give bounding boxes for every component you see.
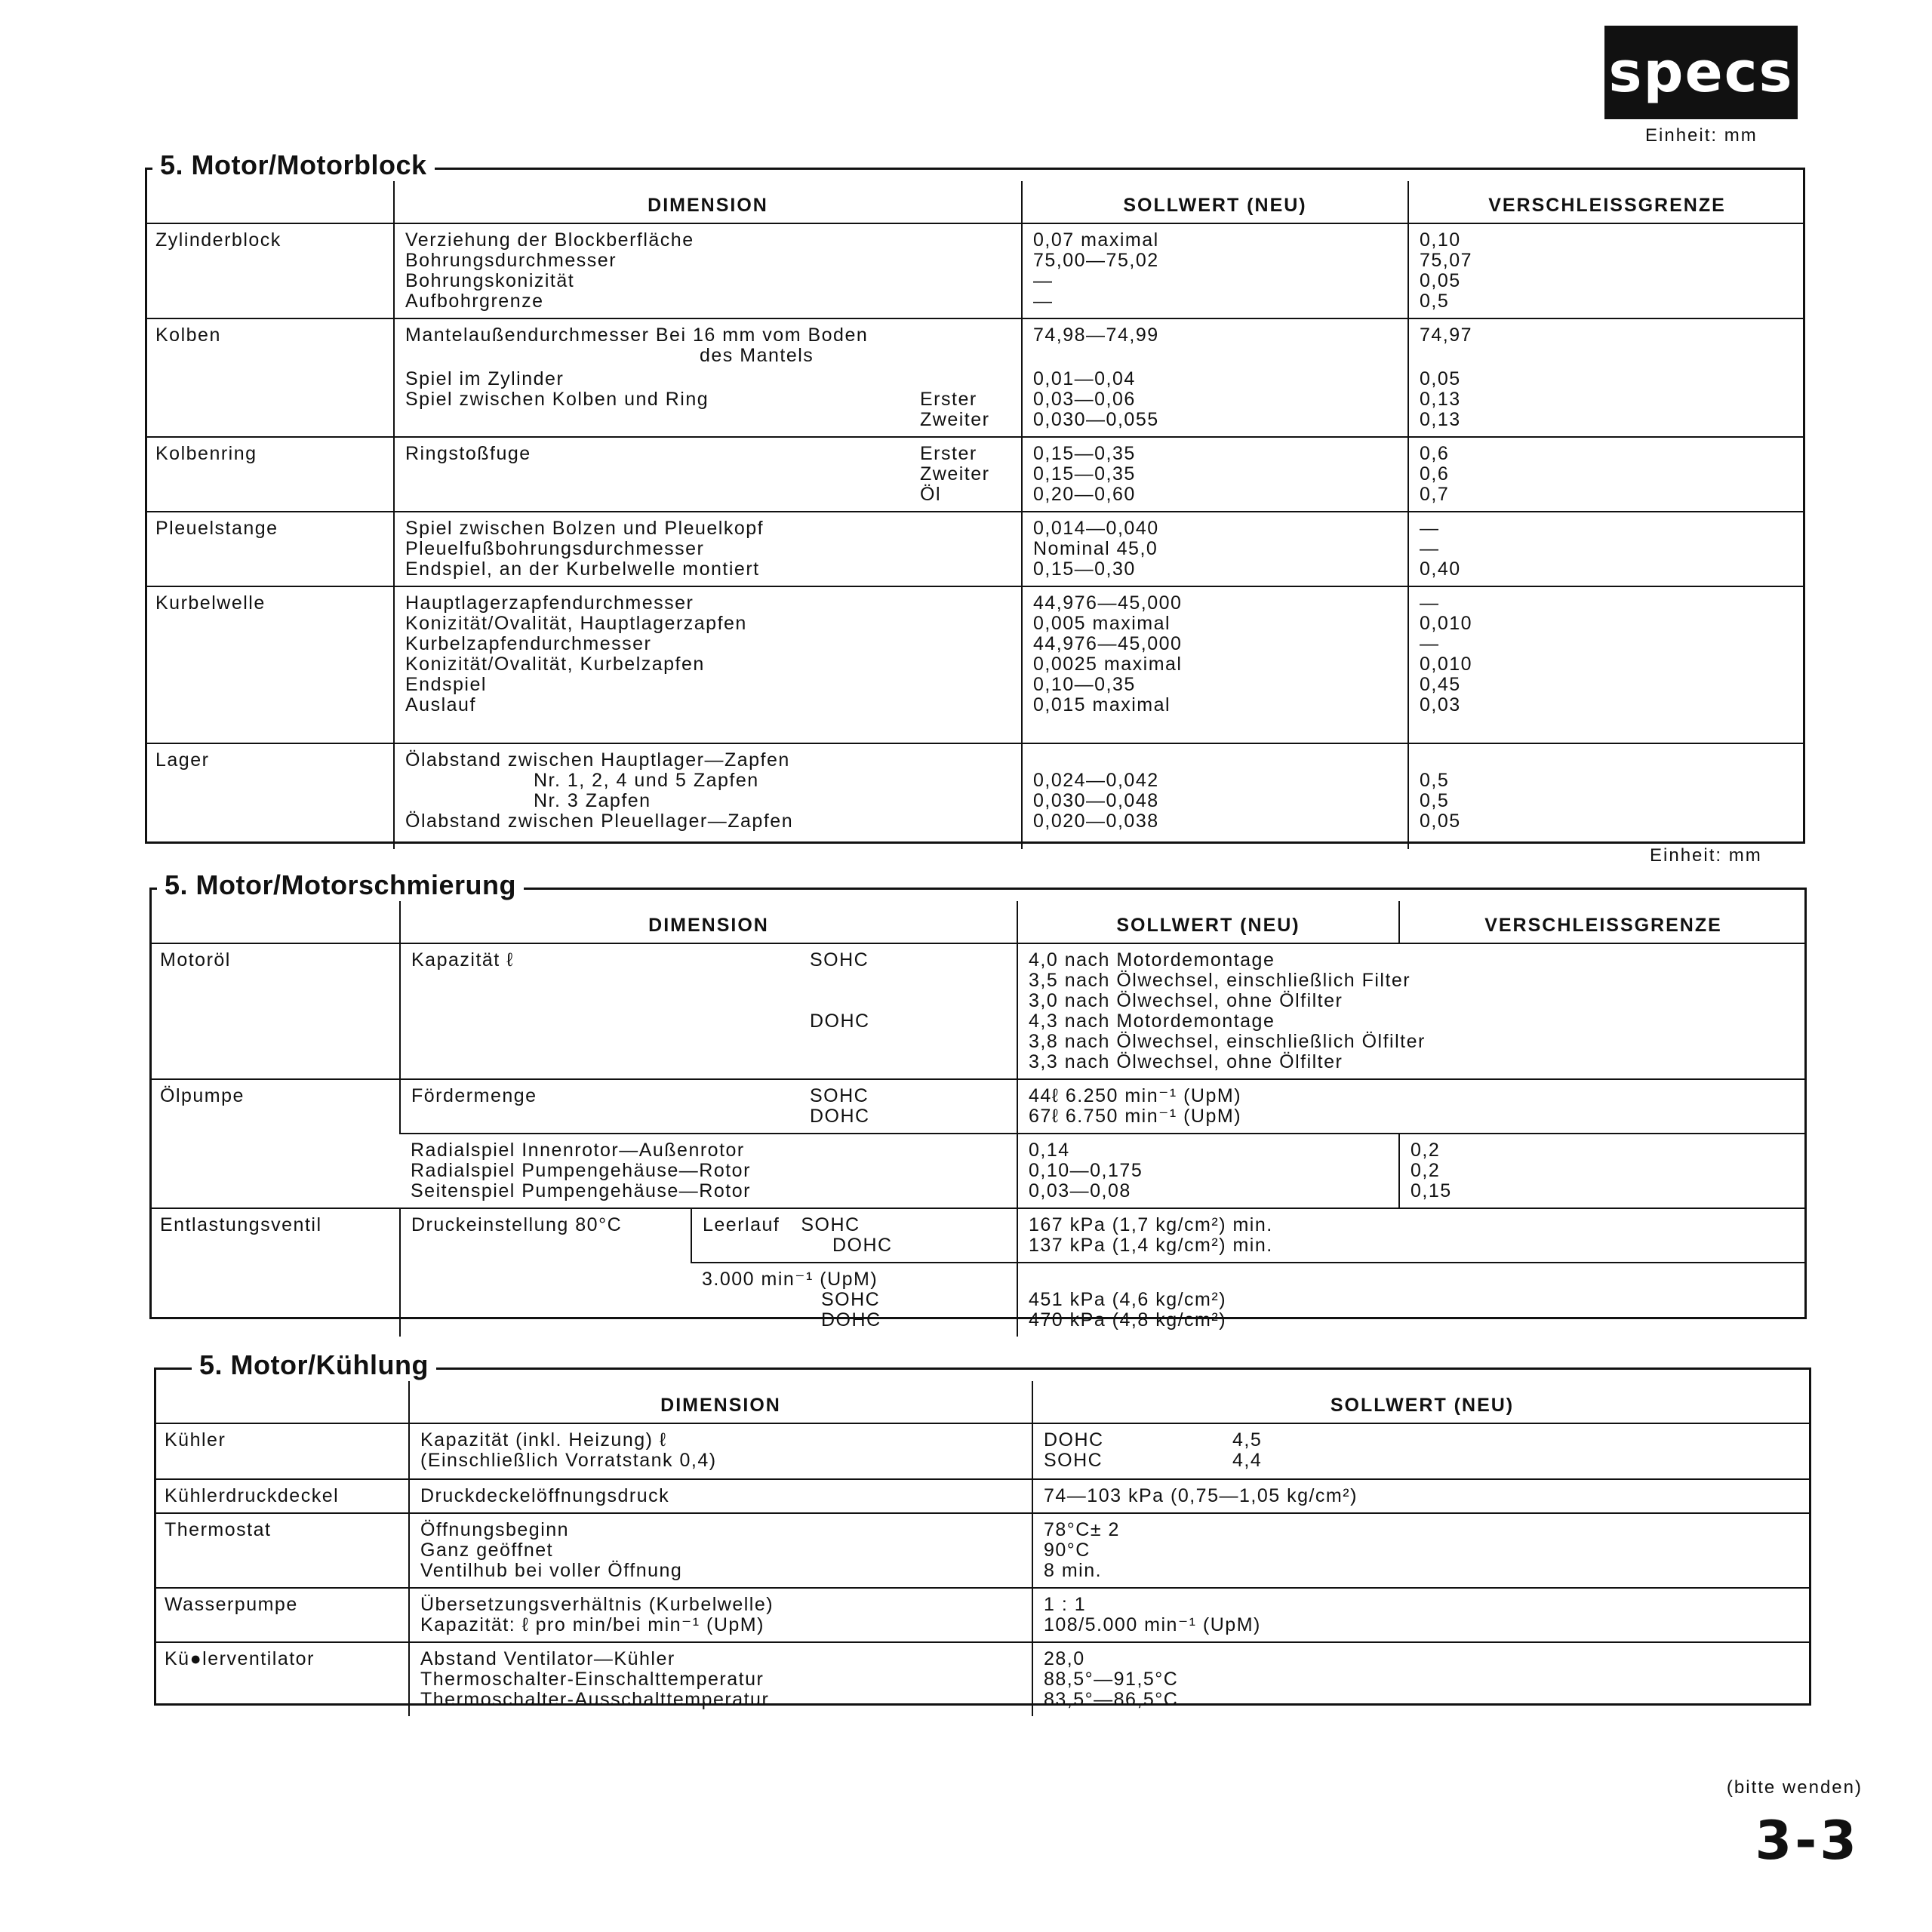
sollwert-cell: 74—103 kPa (0,75—1,05 kg/cm²): [1032, 1479, 1811, 1513]
unit-label-2: Einheit: mm: [1650, 845, 1762, 866]
part-label: Pleuelstange: [145, 512, 394, 586]
section-title: 5. Motor/Motorschmierung: [157, 869, 524, 901]
sollwert-cell: 0,024—0,042 0,030—0,048 0,020—0,038: [1022, 743, 1408, 849]
dimension-cell: Druckeinstellung 80°C: [400, 1208, 691, 1337]
dimension-cell: Druckdeckelöffnungsdruck: [409, 1479, 1032, 1513]
limit-cell: 0,10 75,07 0,05 0,5: [1408, 223, 1805, 318]
part-label: Ölpumpe: [149, 1079, 400, 1208]
part-label: Wasserpumpe: [154, 1588, 409, 1642]
part-label: Kühler: [154, 1423, 409, 1479]
dimension-cell: Öffnungsbeginn Ganz geöffnet Ventilhub bei voller Öffnung: [409, 1513, 1032, 1588]
sollwert-cell: 451 kPa (4,6 kg/cm²) 470 kPa (4,8 kg/cm²): [1017, 1263, 1807, 1337]
sollwert-cell: 0,07 maximal 75,00—75,02 — —: [1022, 223, 1408, 318]
header-sollwert: SOLLWERT (NEU): [1017, 901, 1399, 943]
part-label: Zylinderblock: [145, 223, 394, 318]
table-row: [145, 586, 1805, 743]
limit-cell: — — 0,40: [1408, 512, 1805, 586]
sollwert-cell: 74,98—74,99 0,01—0,04 0,03—0,06 0,030—0,055: [1022, 318, 1408, 437]
limit-cell: 0,6 0,6 0,7: [1408, 437, 1805, 512]
table-row: [145, 223, 1805, 318]
sollwert-cell: DOHC 4,5 SOHC 4,4: [1032, 1423, 1811, 1479]
dimension-cell: Fördermenge SOHC DOHC: [400, 1079, 1017, 1134]
sollwert-cell: 0,14 0,10—0,175 0,03—0,08: [1017, 1134, 1399, 1208]
sollwert-cell: 78°C± 2 90°C 8 min.: [1032, 1513, 1811, 1588]
sollwert-cell: 44,976—45,000 0,005 maximal 44,976—45,000 0,0025 maximal 0,10—0,35 0,015 maximal: [1022, 586, 1408, 743]
condition-cell: Leerlauf SOHC DOHC: [691, 1208, 1017, 1263]
table-row: [154, 1513, 1811, 1588]
limit-cell: 74,97 0,05 0,13 0,13: [1408, 318, 1805, 437]
sollwert-cell: 4,0 nach Motordemontage 3,5 nach Ölwechsel, einschließlich Filter 3,0 nach Ölwechsel, ohne Ölfilter 4,3 nach Motordemontage 3,8 nach Ölwechsel, einschließlich Ölfilter 3,3 nach Ölwechsel, ohne Ölfilter: [1017, 943, 1807, 1079]
turn-page-note: (bitte wenden): [1726, 1777, 1863, 1798]
limit-cell: 0,5 0,5 0,05: [1408, 743, 1805, 849]
table-row: [154, 1588, 1811, 1642]
section-kuehlung: [154, 1349, 1811, 1710]
sollwert-cell: 0,014—0,040 Nominal 45,0 0,15—0,30: [1022, 512, 1408, 586]
section-title: 5. Motor/Motorblock: [152, 149, 435, 181]
unit-label-1: Einheit: mm: [1645, 125, 1758, 146]
dimension-cell: Hauptlagerzapfendurchmesser Konizität/Ovalität, Hauptlagerzapfen Kurbelzapfendurchmesser Konizität/Ovalität, Kurbelzapfen Endspiel Auslauf: [394, 586, 1022, 743]
specs-badge: specs: [1604, 26, 1798, 119]
part-label: Entlastungsventil: [149, 1208, 400, 1337]
sollwert-cell: 44ℓ 6.250 min⁻¹ (UpM) 67ℓ 6.750 min⁻¹ (UpM): [1017, 1079, 1807, 1134]
header-dimension: DIMENSION: [394, 181, 1022, 223]
dimension-cell: Übersetzungsverhältnis (Kurbelwelle) Kapazität: ℓ pro min/bei min⁻¹ (UpM): [409, 1588, 1032, 1642]
part-label: Kü●lerventilator: [154, 1642, 409, 1716]
header-verschleiss: VERSCHLEISSGRENZE: [1408, 181, 1805, 223]
condition-cell: 3.000 min⁻¹ (UpM) SOHC DOHC: [691, 1263, 1017, 1337]
schmierung-table: [149, 901, 1807, 1337]
table-row: [145, 512, 1805, 586]
part-label: Kurbelwelle: [145, 586, 394, 743]
header-dimension: DIMENSION: [409, 1381, 1032, 1423]
section-motorblock: [145, 151, 1805, 844]
dimension-cell: Kapazität ℓ SOHC DOHC: [400, 943, 1017, 1079]
dimension-cell: Verziehung der Blockberfläche Bohrungsdurchmesser Bohrungskonizität Aufbohrgrenze: [394, 223, 1022, 318]
section-schmierung: [149, 869, 1807, 1331]
header-sollwert: SOLLWERT (NEU): [1022, 181, 1408, 223]
part-label: Motoröl: [149, 943, 400, 1079]
table-row: [149, 943, 1807, 1079]
sollwert-cell: 167 kPa (1,7 kg/cm²) min. 137 kPa (1,4 kg/cm²) min.: [1017, 1208, 1807, 1263]
dimension-cell: Mantelaußendurchmesser Bei 16 mm vom Boden des Mantels Spiel im Zylinder Spiel zwischen Kolben und Ring Erster Zweiter: [394, 318, 1022, 437]
table-row: [154, 1642, 1811, 1716]
header-verschleiss: VERSCHLEISSGRENZE: [1399, 901, 1807, 943]
dimension-cell: Ringstoßfuge Erster Zweiter Öl: [394, 437, 1022, 512]
dimension-cell: Radialspiel Innenrotor—Außenrotor Radialspiel Pumpengehäuse—Rotor Seitenspiel Pumpengehäuse—Rotor: [400, 1134, 1017, 1208]
part-label: Kühlerdruckdeckel: [154, 1479, 409, 1513]
part-label: Lager: [145, 743, 394, 849]
dimension-cell: Spiel zwischen Bolzen und Pleuelkopf Pleuelfußbohrungsdurchmesser Endspiel, an der Kurbelwelle montiert: [394, 512, 1022, 586]
limit-cell: 0,2 0,2 0,15: [1399, 1134, 1807, 1208]
dimension-cell: Abstand Ventilator—Kühler Thermoschalter-Einschalttemperatur Thermoschalter-Ausschalttemperatur: [409, 1642, 1032, 1716]
sollwert-cell: 0,15—0,35 0,15—0,35 0,20—0,60: [1022, 437, 1408, 512]
table-row: [154, 1423, 1811, 1479]
limit-cell: — 0,010 — 0,010 0,45 0,03: [1408, 586, 1805, 743]
table-row: [145, 437, 1805, 512]
table-row: [154, 1479, 1811, 1513]
table-row: [145, 318, 1805, 437]
sollwert-cell: 28,0 88,5°—91,5°C 83,5°—86,5°C: [1032, 1642, 1811, 1716]
header-sollwert: SOLLWERT (NEU): [1032, 1381, 1811, 1423]
part-label: Kolben: [145, 318, 394, 437]
table-row: [145, 743, 1805, 849]
table-row: [149, 1208, 1807, 1263]
part-label: Thermostat: [154, 1513, 409, 1588]
page-number: 3-3: [1755, 1810, 1860, 1872]
motorblock-table: [145, 181, 1805, 849]
dimension-cell: Ölabstand zwischen Hauptlager—Zapfen Nr. 1, 2, 4 und 5 Zapfen Nr. 3 Zapfen Ölabstand zwischen Pleuellager—Zapfen: [394, 743, 1022, 849]
header-dimension: DIMENSION: [400, 901, 1017, 943]
dimension-cell: Kapazität (inkl. Heizung) ℓ (Einschließlich Vorratstank 0,4): [409, 1423, 1032, 1479]
part-label: Kolbenring: [145, 437, 394, 512]
section-title: 5. Motor/Kühlung: [192, 1349, 436, 1381]
sollwert-cell: 1 : 1 108/5.000 min⁻¹ (UpM): [1032, 1588, 1811, 1642]
table-row: [149, 1079, 1807, 1134]
kuehlung-table: [154, 1381, 1811, 1716]
